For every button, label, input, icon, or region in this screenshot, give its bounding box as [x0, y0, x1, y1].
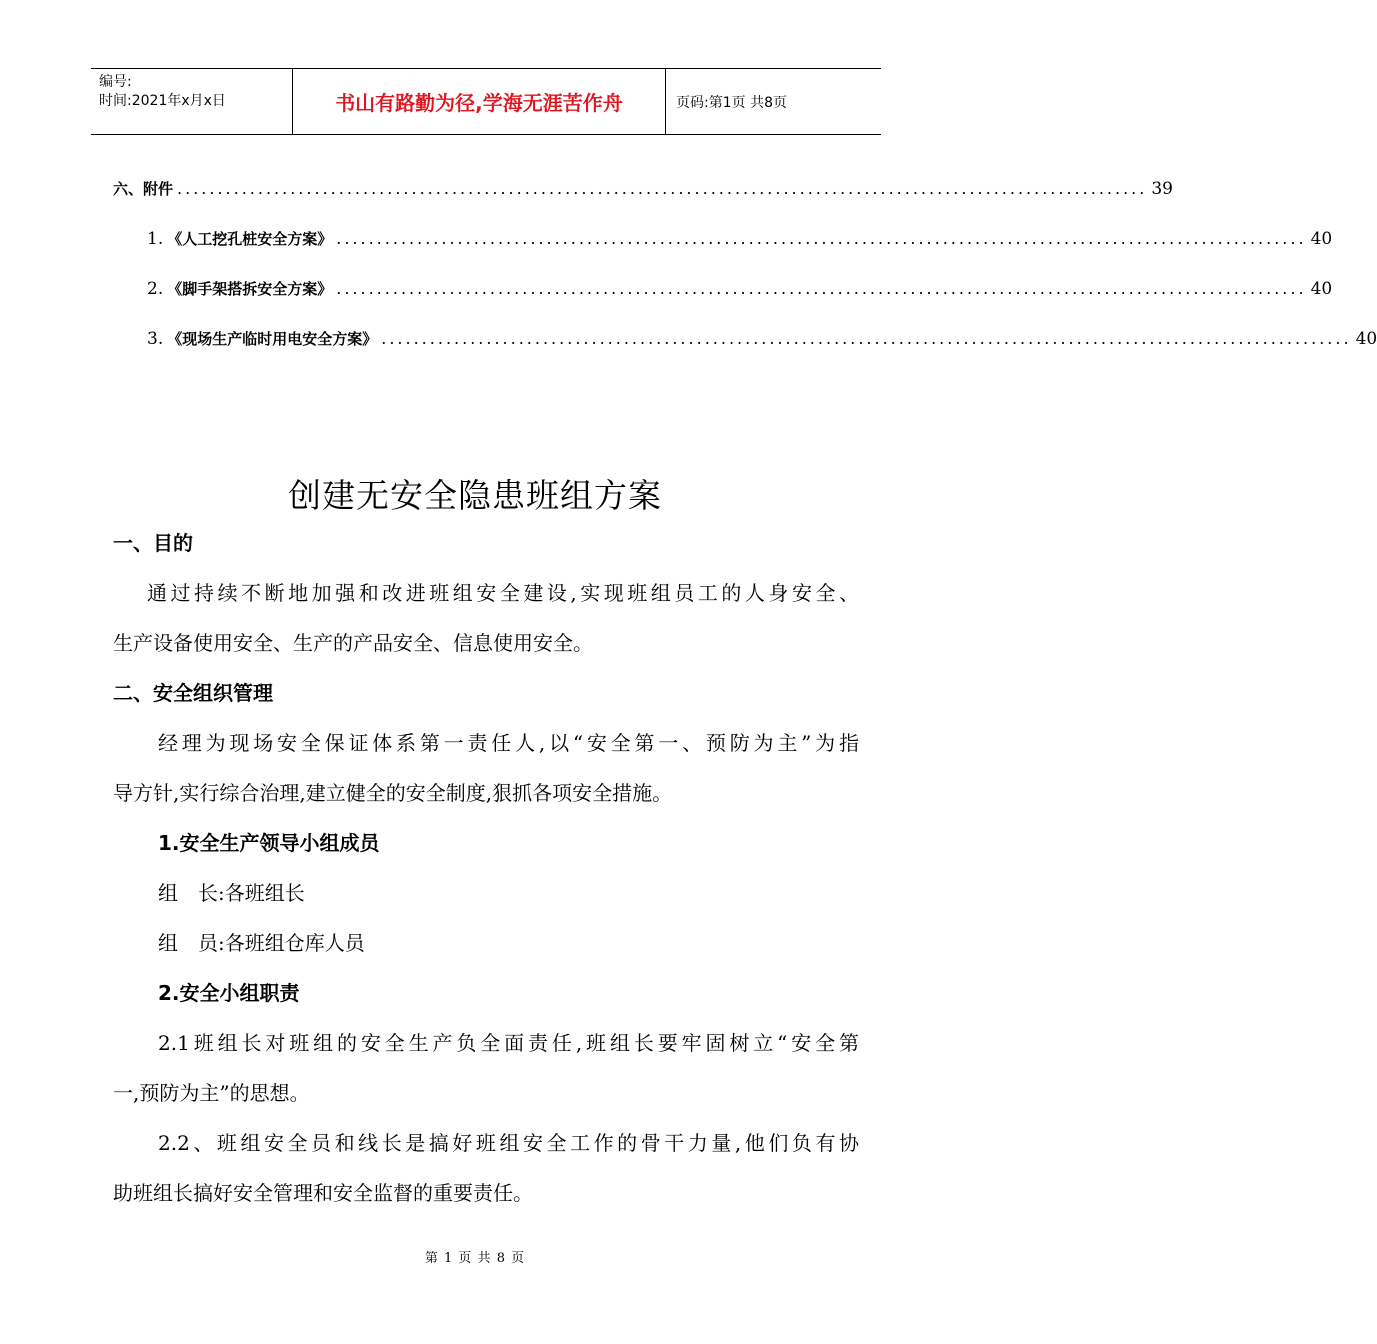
- toc-entry-number: 1.: [147, 229, 164, 249]
- toc-entry-number: 3.: [147, 329, 164, 349]
- paragraph-line: 一,预防为主”的思想。: [113, 1081, 310, 1105]
- toc-entry-label: 《脚手架搭拆安全方案》: [167, 280, 333, 298]
- toc-entry[interactable]: [113, 228, 1333, 278]
- document-time-label: 时间:2021年x月x日: [99, 93, 226, 109]
- document-number-label: 编号:: [99, 74, 132, 90]
- paragraph-line: 生产设备使用安全、生产的产品安全、信息使用安全。: [113, 631, 593, 655]
- paragraph-line: 经理为现场安全保证体系第一责任人,以“安全第一、预防为主”为指: [158, 731, 859, 755]
- subsection-heading: 2.安全小组职责: [158, 981, 300, 1005]
- header-motto: 书山有路勤为径,学海无涯苦作舟: [293, 69, 666, 134]
- toc-entry[interactable]: [113, 278, 1333, 328]
- leader-line: 组 长:各班组长: [158, 881, 305, 905]
- document-title: 创建无安全隐患班组方案: [288, 476, 662, 515]
- table-of-contents: [113, 178, 1377, 378]
- section-heading: 二、安全组织管理: [113, 681, 273, 705]
- document-header: [91, 68, 881, 135]
- toc-entry-page: 40: [1310, 229, 1333, 249]
- toc-leader-dots: ........................................................................................................................: [177, 179, 1148, 198]
- toc-entry-page: 40: [1355, 329, 1377, 349]
- section-heading: 一、目的: [113, 531, 193, 555]
- toc-entry-number: 2.: [147, 279, 164, 299]
- paragraph-line: 2.2、班组安全员和线长是搞好班组安全工作的骨干力量,他们负有协: [158, 1131, 859, 1155]
- header-page-info: 页码:第1页 共8页: [676, 94, 787, 111]
- toc-entry-page: 39: [1151, 179, 1173, 199]
- paragraph-line: 2.1班组长对班组的安全生产负全面责任,班组长要牢固树立“安全第: [158, 1031, 859, 1055]
- toc-entry-label: 《人工挖孔桩安全方案》: [167, 230, 333, 248]
- toc-entry[interactable]: [113, 178, 1173, 228]
- paragraph-line: 导方针,实行综合治理,建立健全的安全制度,狠抓各项安全措施。: [113, 781, 673, 805]
- header-meta-cell: [91, 69, 293, 134]
- toc-entry-label: 《现场生产临时用电安全方案》: [167, 330, 378, 348]
- toc-entry-page: 40: [1310, 279, 1333, 299]
- member-line: 组 员:各班组仓库人员: [158, 931, 365, 955]
- toc-leader-dots: ........................................................................................................................: [336, 279, 1307, 298]
- toc-leader-dots: ........................................................................................................................: [381, 329, 1352, 348]
- paragraph-line: 通过持续不断地加强和改进班组安全建设,实现班组员工的人身安全、: [147, 581, 859, 605]
- document-body: [113, 518, 859, 1218]
- toc-entry-label: 六、附件: [113, 180, 174, 198]
- subsection-heading: 1.安全生产领导小组成员: [158, 831, 380, 855]
- toc-leader-dots: ........................................................................................................................: [336, 229, 1307, 248]
- page-footer: 第 1 页 共 8 页: [424, 1251, 526, 1266]
- paragraph-line: 助班组长搞好安全管理和安全监督的重要责任。: [113, 1181, 533, 1205]
- toc-entry[interactable]: [113, 328, 1377, 378]
